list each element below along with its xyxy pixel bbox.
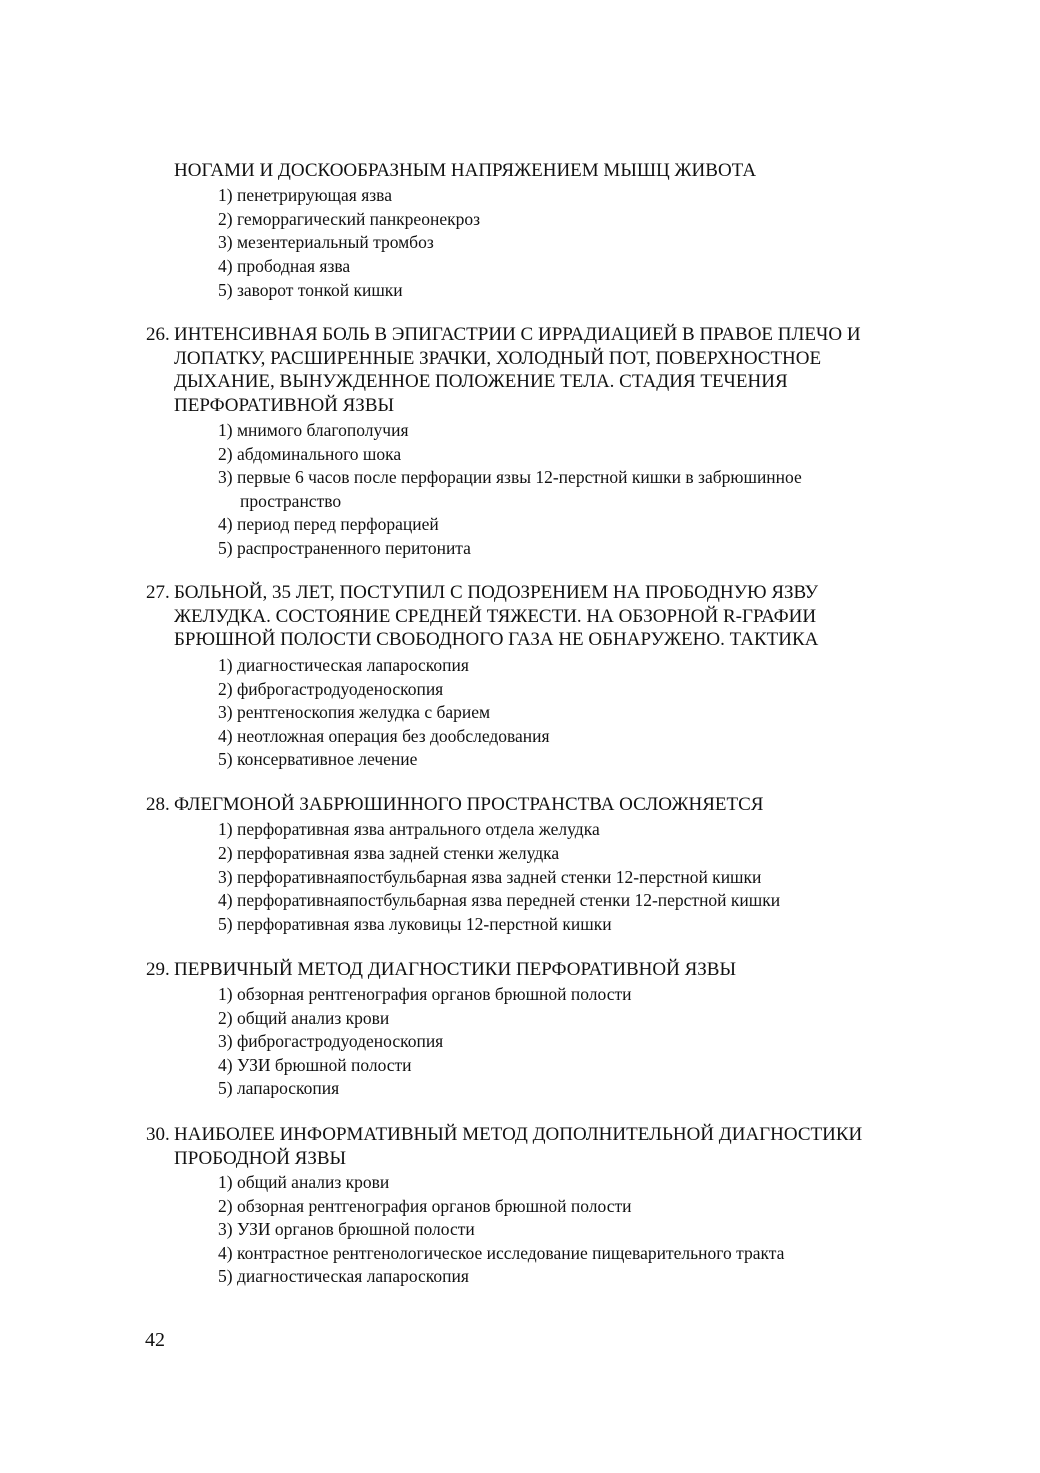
answer-option: 1) пенетрирующая язва [218,185,392,205]
question-text-line: ИНТЕНСИВНАЯ БОЛЬ В ЭПИГАСТРИИ С ИРРАДИАЦИЕЙ В ПРАВОЕ ПЛЕЧО И [174,324,861,345]
answer-option: 2) фиброгастродуоденоскопия [218,679,444,699]
question-text-line: НАИБОЛЕЕ ИНФОРМАТИВНЫЙ МЕТОД ДОПОЛНИТЕЛЬНОЙ ДИАГНОСТИКИ [174,1124,863,1145]
answer-option: 3) УЗИ органов брюшной полости [218,1219,475,1239]
question-number: 29. [146,959,170,980]
answer-option: 3) рентгеноскопия желудка с барием [218,702,491,722]
page-number: 42 [145,1329,165,1351]
question-text-line: ПЕРВИЧНЫЙ МЕТОД ДИАГНОСТИКИ ПЕРФОРАТИВНОЙ ЯЗВЫ [174,959,737,980]
answer-option: 5) консервативное лечение [218,749,418,769]
answer-option: 1) перфоративная язва антрального отдела желудка [218,819,600,839]
answer-option: 1) мнимого благополучия [218,420,409,440]
answer-option: 5) диагностическая лапароскопия [218,1266,469,1286]
question-text-line: ПЕРФОРАТИВНОЙ ЯЗВЫ [174,394,395,416]
question-number: 26. [146,324,170,345]
answer-option: 5) заворот тонкой кишки [218,280,403,300]
question-number: 30. [146,1124,170,1145]
answer-option: 3) мезентериальный тромбоз [218,232,434,252]
answer-option: 4) УЗИ брюшной полости [218,1055,412,1075]
answer-option: 3) фиброгастродуоденоскопия [218,1031,444,1051]
question-number: 27. [146,582,170,603]
question-text [174,1123,944,1170]
question-number: 28. [146,794,170,815]
answer-option: 3) первые 6 часов после перфорации язвы 12-перстной кишки в забрюшинное [218,467,802,487]
question-text [174,323,944,417]
answer-option: 2) перфоративная язва задней стенки желудка [218,843,560,863]
answer-option: 5) перфоративная язва луковицы 12-перстной кишки [218,914,612,934]
question-text-line: ПРОБОДНОЙ ЯЗВЫ [174,1147,347,1169]
answer-option: 2) геморрагический панкреонекроз [218,209,480,229]
answer-option: 4) прободная язва [218,256,351,276]
answer-option: 4) период перед перфорацией [218,514,439,534]
question-continuation-text: НОГАМИ И ДОСКООБРАЗНЫМ НАПРЯЖЕНИЕМ МЫШЦ ЖИВОТА [174,160,757,181]
question-text-line: БОЛЬНОЙ, 35 ЛЕТ, ПОСТУПИЛ С ПОДОЗРЕНИЕМ НА ПРОБОДНУЮ ЯЗВУ [174,582,819,603]
question-text [174,958,944,982]
answer-option-continuation: пространство [240,491,342,511]
answer-option: 2) абдоминального шока [218,444,402,464]
question-text-line: ЛОПАТКУ, РАСШИРЕННЫЕ ЗРАЧКИ, ХОЛОДНЫЙ ПОТ, ПОВЕРХНОСТНОЕ [174,347,822,369]
answer-option: 2) обзорная рентгенография органов брюшной полости [218,1196,632,1216]
answer-option: 4) контрастное рентгенологическое исследование пищеварительного тракта [218,1243,785,1263]
question-text-line: ДЫХАНИЕ, ВЫНУЖДЕННОЕ ПОЛОЖЕНИЕ ТЕЛА. СТАДИЯ ТЕЧЕНИЯ [174,371,788,393]
question-text-line: ФЛЕГМОНОЙ ЗАБРЮШИННОГО ПРОСТРАНСТВА ОСЛОЖНЯЕТСЯ [174,794,764,815]
question-text [174,581,944,652]
answer-option: 2) общий анализ крови [218,1008,390,1028]
question-text-line: ЖЕЛУДКА. СОСТОЯНИЕ СРЕДНЕЙ ТЯЖЕСТИ. НА ОБЗОРНОЙ R-ГРАФИИ [174,605,817,627]
answer-option: 1) обзорная рентгенография органов брюшной полости [218,984,632,1004]
answer-option: 4) неотложная операция без дообследования [218,726,550,746]
question-text-line: БРЮШНОЙ ПОЛОСТИ СВОБОДНОГО ГАЗА НЕ ОБНАРУЖЕНО. ТАКТИКА [174,629,819,651]
answer-option: 3) перфоративнаяпостбульбарная язва задней стенки 12-перстной кишки [218,867,762,887]
answer-option: 1) диагностическая лапароскопия [218,655,469,675]
answer-option: 5) распространенного перитонита [218,538,471,558]
answer-option: 1) общий анализ крови [218,1172,390,1192]
question-text [174,793,944,817]
answer-option: 4) перфоративнаяпостбульбарная язва передней стенки 12-перстной кишки [218,890,781,910]
answer-option: 5) лапароскопия [218,1078,340,1098]
